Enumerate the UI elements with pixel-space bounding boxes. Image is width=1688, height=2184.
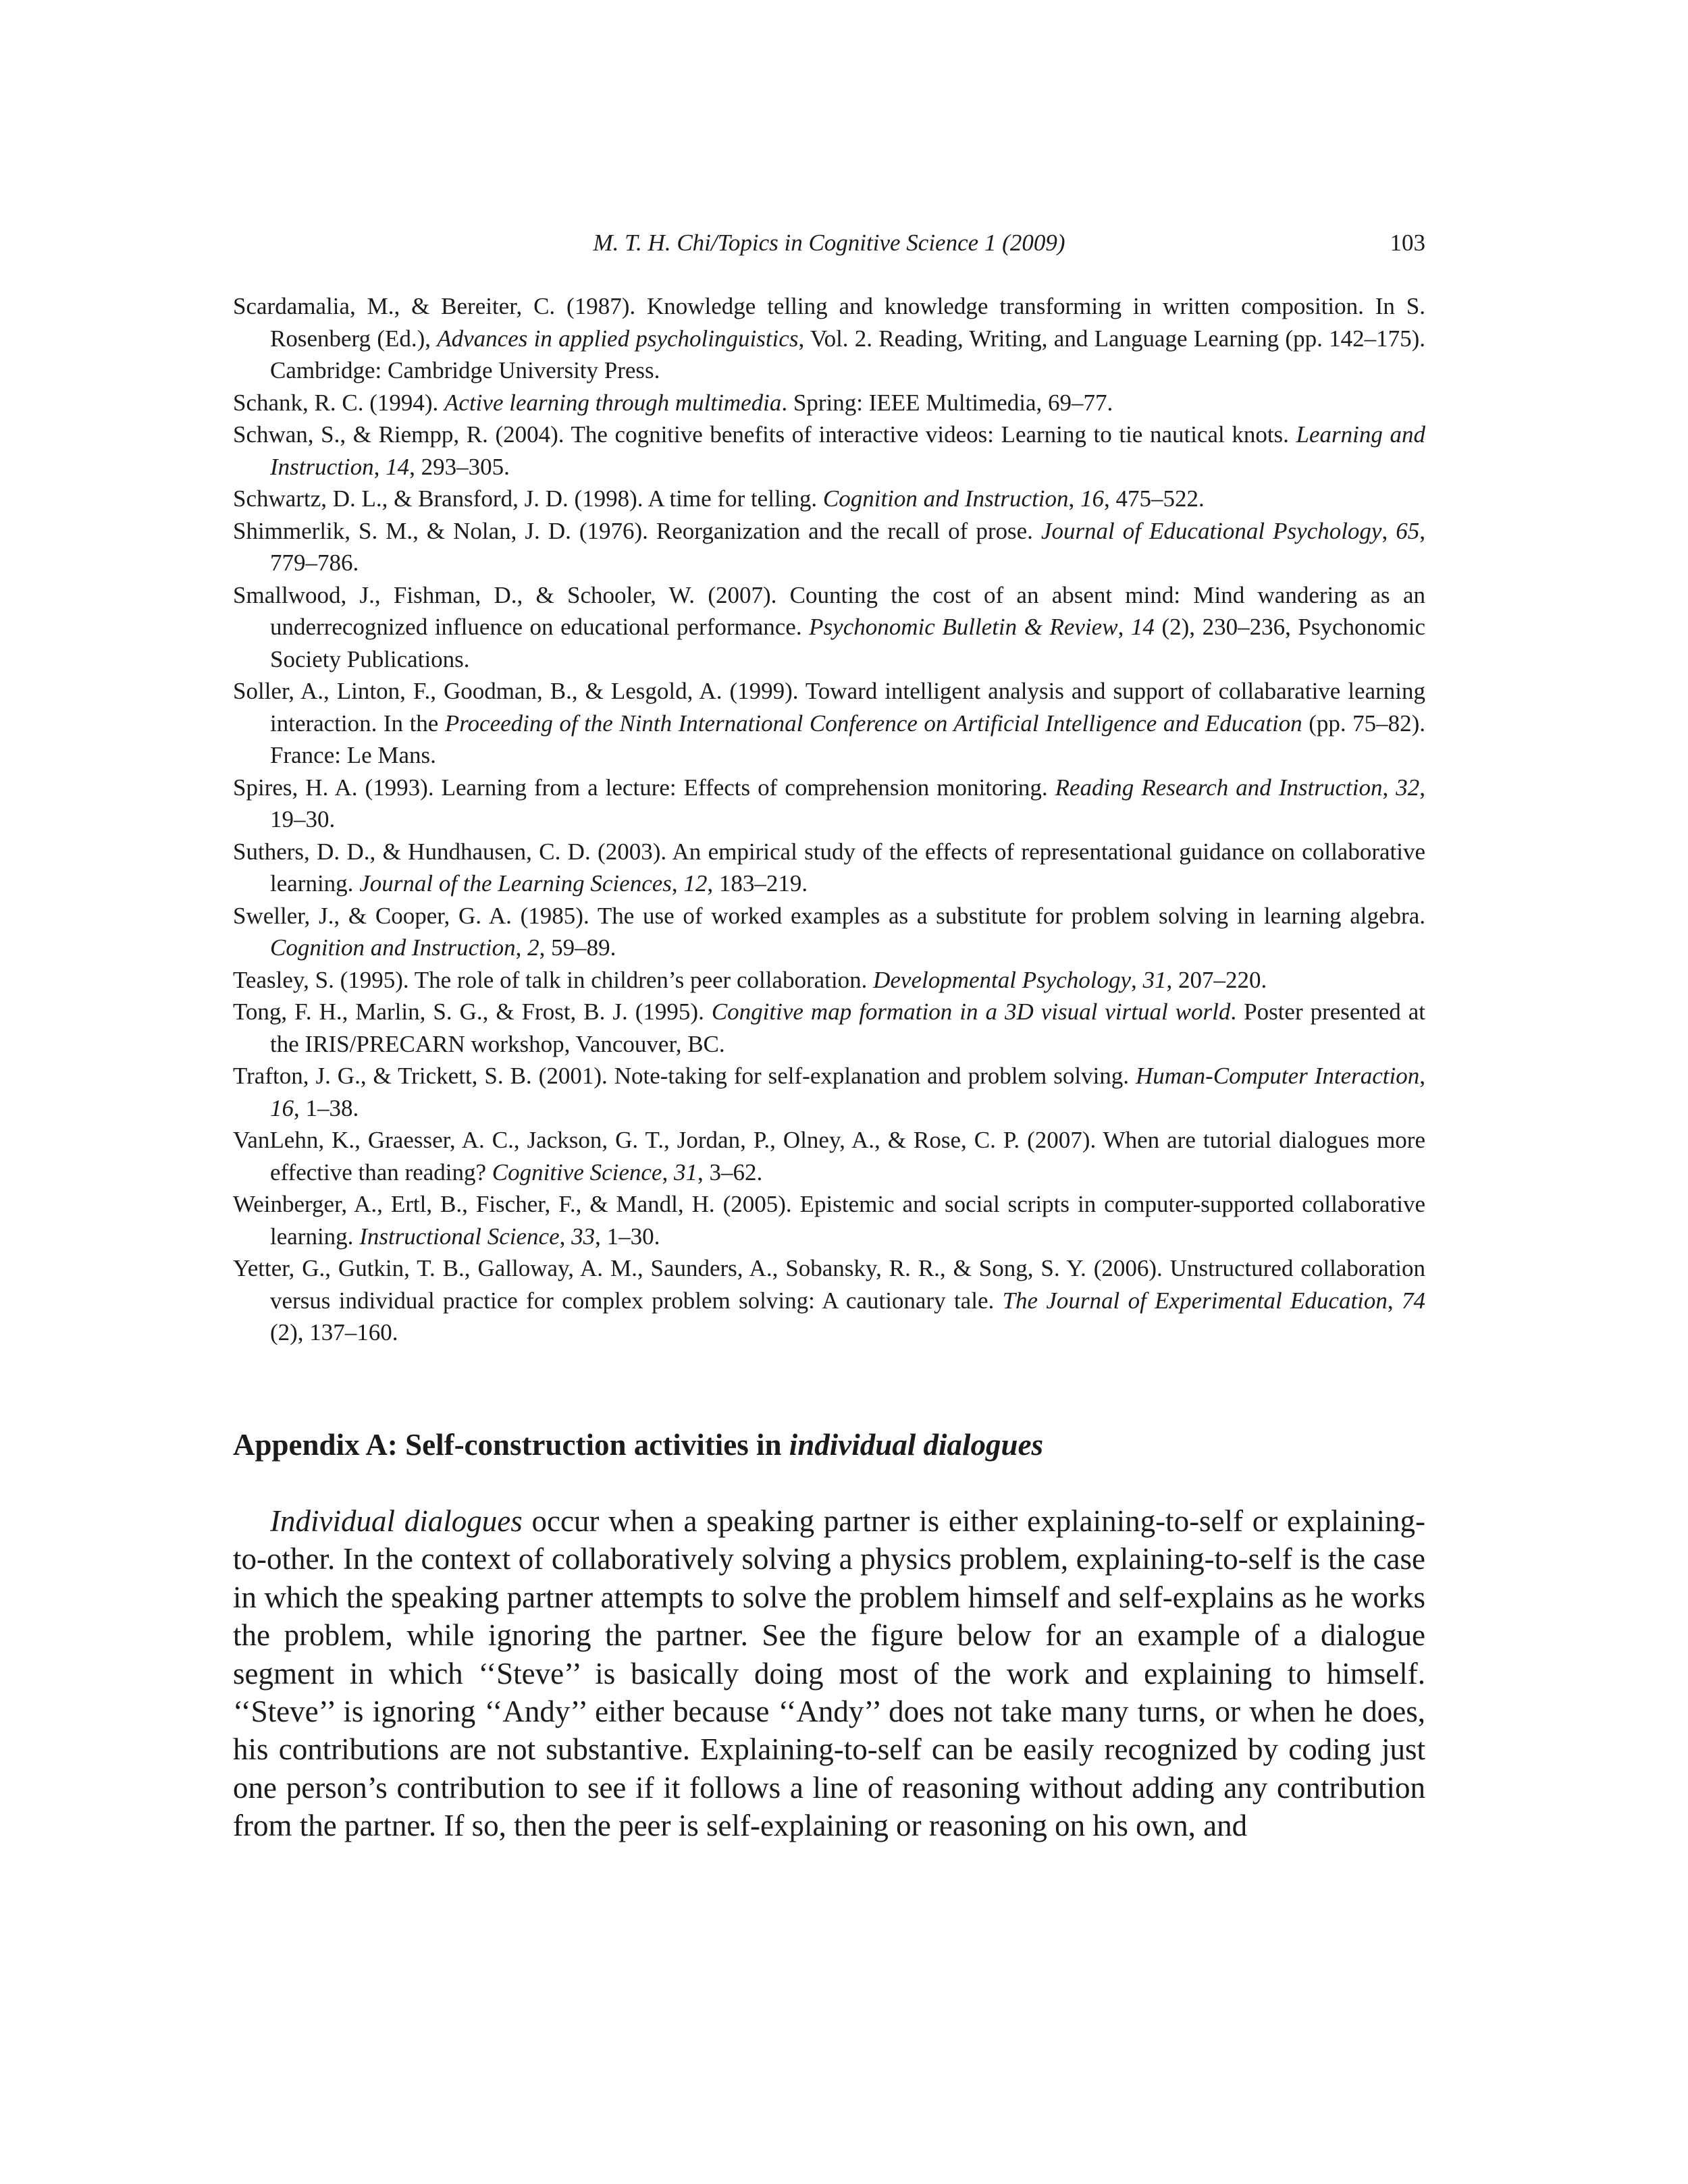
reference-entry: VanLehn, K., Graesser, A. C., Jackson, G. T., Jordan, P., Olney, A., & Rose, C. P. (2007). When are tutorial dialogues more effective than reading? Cognitive Science, 31, 3–62.	[233, 1127, 1425, 1186]
reference-entry: Yetter, G., Gutkin, T. B., Galloway, A. M., Saunders, A., Sobansky, R. R., & Song, S. Y. (2006). Unstructured collaboration versus individual practice for complex problem solving: A cautionary tale. The Journal of Experimental Education, 74 (2), 137–160.	[233, 1255, 1425, 1346]
reference-entry: Shimmerlik, S. M., & Nolan, J. D. (1976). Reorganization and the recall of prose. Journal of Educational Psychology, 65, 779–786.	[233, 517, 1425, 576]
reference-entry: Suthers, D. D., & Hundhausen, C. D. (2003). An empirical study of the effects of representational guidance on collaborative learning. Journal of the Learning Sciences, 12, 183–219.	[233, 838, 1425, 897]
reference-entry: Spires, H. A. (1993). Learning from a lecture: Effects of comprehension monitoring. Reading Research and Instruction, 32, 19–30.	[233, 774, 1426, 832]
running-title: M. T. H. Chi/Topics in Cognitive Science 1 (2009)	[593, 230, 1065, 256]
page-number: 103	[1390, 230, 1425, 256]
running-head	[233, 223, 1425, 263]
reference-entry: Tong, F. H., Marlin, S. G., & Frost, B. J. (1995). Congitive map formation in a 3D visual virtual world. Poster presented at the IRIS/PRECARN workshop, Vancouver, BC.	[233, 998, 1425, 1057]
reference-entry: Schwartz, D. L., & Bransford, J. D. (1998). A time for telling. Cognition and Instruction, 16, 475–522.	[233, 485, 1205, 512]
reference-entry: Smallwood, J., Fishman, D., & Schooler, W. (2007). Counting the cost of an absent mind: Mind wandering as an underrecognized influence on educational performance. Psychonomic Bulletin & Review, 14 (2), 230–236, Psychonomic Society Publications.	[233, 581, 1426, 672]
appendix-paragraph: Individual dialogues occur when a speaking partner is either explaining-to-self or explaining-to-other. In the context of collaboratively solving a physics problem, explaining-to-self is the case in which the speaking partner attempts to solve the problem himself and self-explains as he works the problem, while ignoring the partner. See the figure below for an example of a dialogue segment in which ‘‘Steve’’ is basically doing most of the work and explaining to himself. ‘‘Steve’’ is ignoring ‘‘Andy’’ either because ‘‘Andy’’ does not take many turns, or when he does, his contributions are not substantive. Explaining-to-self can be easily recognized by coding just one person’s contribution to see if it follows a line of reasoning without adding any contribution from the partner. If so, then the peer is self-explaining or reasoning on his own, and	[233, 1504, 1425, 1843]
reference-entry: Teasley, S. (1995). The role of talk in children’s peer collaboration. Developmental Psychology, 31, 207–220.	[233, 966, 1267, 993]
reference-entry: Trafton, J. G., & Trickett, S. B. (2001). Note-taking for self-explanation and problem solving. Human-Computer Interaction, 16, 1–38.	[233, 1063, 1425, 1121]
reference-entry: Schwan, S., & Riempp, R. (2004). The cognitive benefits of interactive videos: Learning to tie nautical knots. Learning and Instruction, 14, 293–305.	[233, 421, 1425, 480]
appendix-heading: Appendix A: Self-construction activities in individual dialogues	[233, 1428, 1044, 1462]
reference-entry: Sweller, J., & Cooper, G. A. (1985). The use of worked examples as a substitute for problem solving in learning algebra. Cognition and Instruction, 2, 59–89.	[233, 902, 1425, 961]
reference-list	[233, 290, 1425, 1349]
reference-entry: Weinberger, A., Ertl, B., Fischer, F., & Mandl, H. (2005). Epistemic and social scripts in computer-supported collaborative learning. Instructional Science, 33, 1–30.	[233, 1191, 1425, 1250]
reference-entry: Scardamalia, M., & Bereiter, C. (1987). Knowledge telling and knowledge transforming in written composition. In S. Rosenberg (Ed.), Advances in applied psycholinguistics, Vol. 2. Reading, Writing, and Language Learning (pp. 142–175). Cambridge: Cambridge University Press.	[233, 293, 1425, 383]
reference-entry: Soller, A., Linton, F., Goodman, B., & Lesgold, A. (1999). Toward intelligent analysis and support of collabarative learning interaction. In the Proceeding of the Ninth International Conference on Artificial Intelligence and Education (pp. 75–82). France: Le Mans.	[233, 678, 1426, 768]
reference-entry: Schank, R. C. (1994). Active learning through multimedia. Spring: IEEE Multimedia, 69–77.	[233, 389, 1113, 416]
